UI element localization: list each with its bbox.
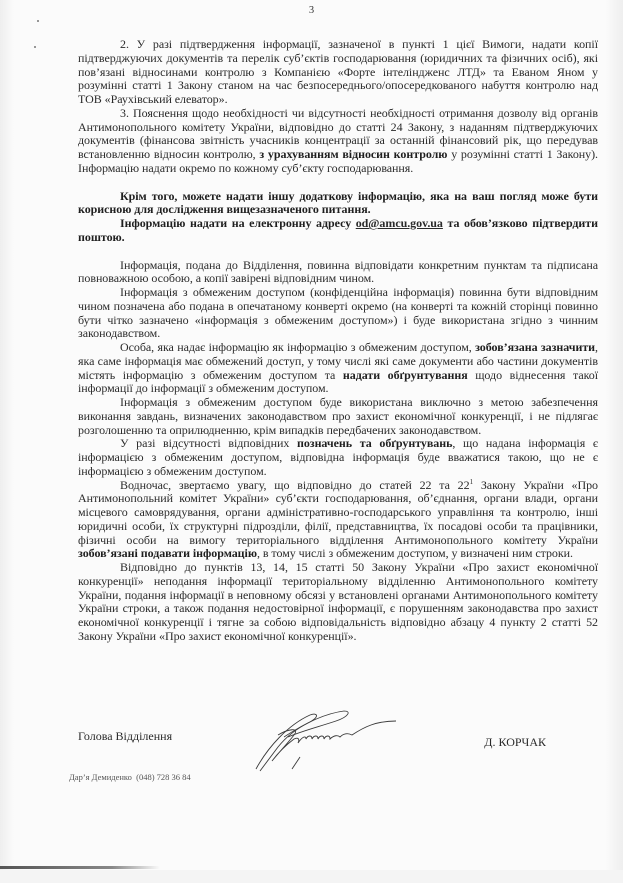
signatory-name: Д. КОРЧАК	[484, 735, 546, 749]
absence-paragraph: У разі відсутності відповідних позначень та обґрунтувань, що надана інформація є інформацією з обмеженим доступом, відповідна інформація буде вважатися такою, що не є інформацією з обмеженим доступом.	[78, 436, 598, 478]
additional-info-paragraph: Крім того, можете надати іншу додаткову інформацію, яка на ваш погляд може бути корисною для дослідження вищезазначеного питання.	[78, 188, 598, 217]
executor-contact	[69, 772, 191, 782]
liability-paragraph: Відповідно до пунктів 13, 14, 15 статті 50 Закону України «Про захист економічної конкуренції» неподання інформації територіальному відділенню Антимонопольного комітету України, подання інформації в неповному обсязі у встановлені органами Антимонопольного комітету України строки, а також подання недостовірної інформації, є порушенням законодавства про захист економічної конкуренції і тягне за собою відповідальність відповідно абзацу 4 пункту 2 статті 52 Закону України «Про захист економічної конкуренції».	[78, 560, 598, 643]
signatory-position: Голова Відділення	[78, 729, 173, 743]
executor-phone: (048) 728 36 84	[136, 772, 191, 782]
attention-paragraph: Водночас, звертаємо увагу, що відповідно до статей 22 та $22^1$ Закону України «Про Антимонопольний комітет України» суб’єкти господарювання, об’єднання, органи влади, органи місцевого самоврядування, органи адміністративно-господарського управління та контролю, інші юридичні особи, їх структурні підрозділи, філії, представництва, їх посадові особи та працівники, фізичні особи на вимогу територіального відділення Антимонопольного комітету України зобов’язані подавати інформацію, в тому числі з обмеженим доступом, у визначені ним строки.	[78, 477, 598, 561]
scan-speck	[34, 46, 36, 48]
paragraph-item-3: 3. Пояснення щодо необхідності чи відсутності необхідності отримання дозволу від органів Антимонопольного комітету України, відповідно до статті 24 Закону, з наданням підтверджуючих документів (фінансова звітність учасників концентрації за останній фінансовий рік, що передував встановленню відносин контролю, з урахуванням відносин контролю у розумінні статті 1 Закону). Інформацію надати окремо по кожному суб’єкту господарювання.	[78, 105, 599, 175]
bold-phrase: з урахуванням відносин контролю	[259, 147, 448, 161]
page-number: 3	[308, 5, 315, 16]
email-instruction-paragraph: Інформацію надати на електронну адресу od@amcu.gov.ua та обов’язково підтвердити поштою.	[78, 216, 598, 244]
info-submitted-paragraph: Інформація, подана до Відділення, повинна відповідати конкретним пунктам та підписана повноважною особою, а копії завірені відповідним чином.	[78, 257, 598, 286]
paragraph-item-2: 2. У разі підтвердження інформації, зазначеної в пункті 1 цієї Вимоги, надати копії підтверджуючих документів та перелік суб’єктів господарювання (юридичних та фізичних осіб), які пов’язані відносинами контролю з Компанією «Форте інтеліндженс ЛТД» та Еваном Яном у розумінні статті 1 Закону станом на час безпосереднього/опосередкованого набуття контролю над ТОВ «Раухівський елеватор».	[78, 37, 598, 106]
page-edge-shadow	[0, 866, 160, 869]
handwritten-signature	[248, 707, 398, 777]
email-link[interactable]: od@amcu.gov.ua	[355, 216, 443, 230]
executor-name: Дар’я Демиденко	[69, 772, 132, 782]
restricted-usage-paragraph: Інформація з обмеженим доступом буде використана виключно з метою забезпечення виконання завдань, визначених законодавством про захист економічної конкуренції, і не підлягає розголошенню та оприлюдненню, крім випадків передбачених законодавством.	[78, 395, 598, 437]
restricted-marking-paragraph: Інформація з обмеженим доступом (конфіденційна інформація) повинна бути відповідним чином позначена або подана в опечатаному конверті окремо (на конверті та кожній сторінці повинно бути чітко зазначено «інформація з обмеженим доступом») і буде використана згідно з чинним законодавством.	[78, 285, 598, 341]
scan-speck	[37, 20, 39, 22]
letter-body	[78, 38, 598, 644]
person-obliged-paragraph: Особа, яка надає інформацію як інформацію з обмеженим доступом, зобов’язана зазначити, яка саме інформація має обмежений доступ, у тому числі які саме документи або частини документів містять інформацію з обмеженим доступом та надати обґрунтування щодо віднесення такої інформації до інформації з обмеженим доступом.	[78, 340, 598, 396]
